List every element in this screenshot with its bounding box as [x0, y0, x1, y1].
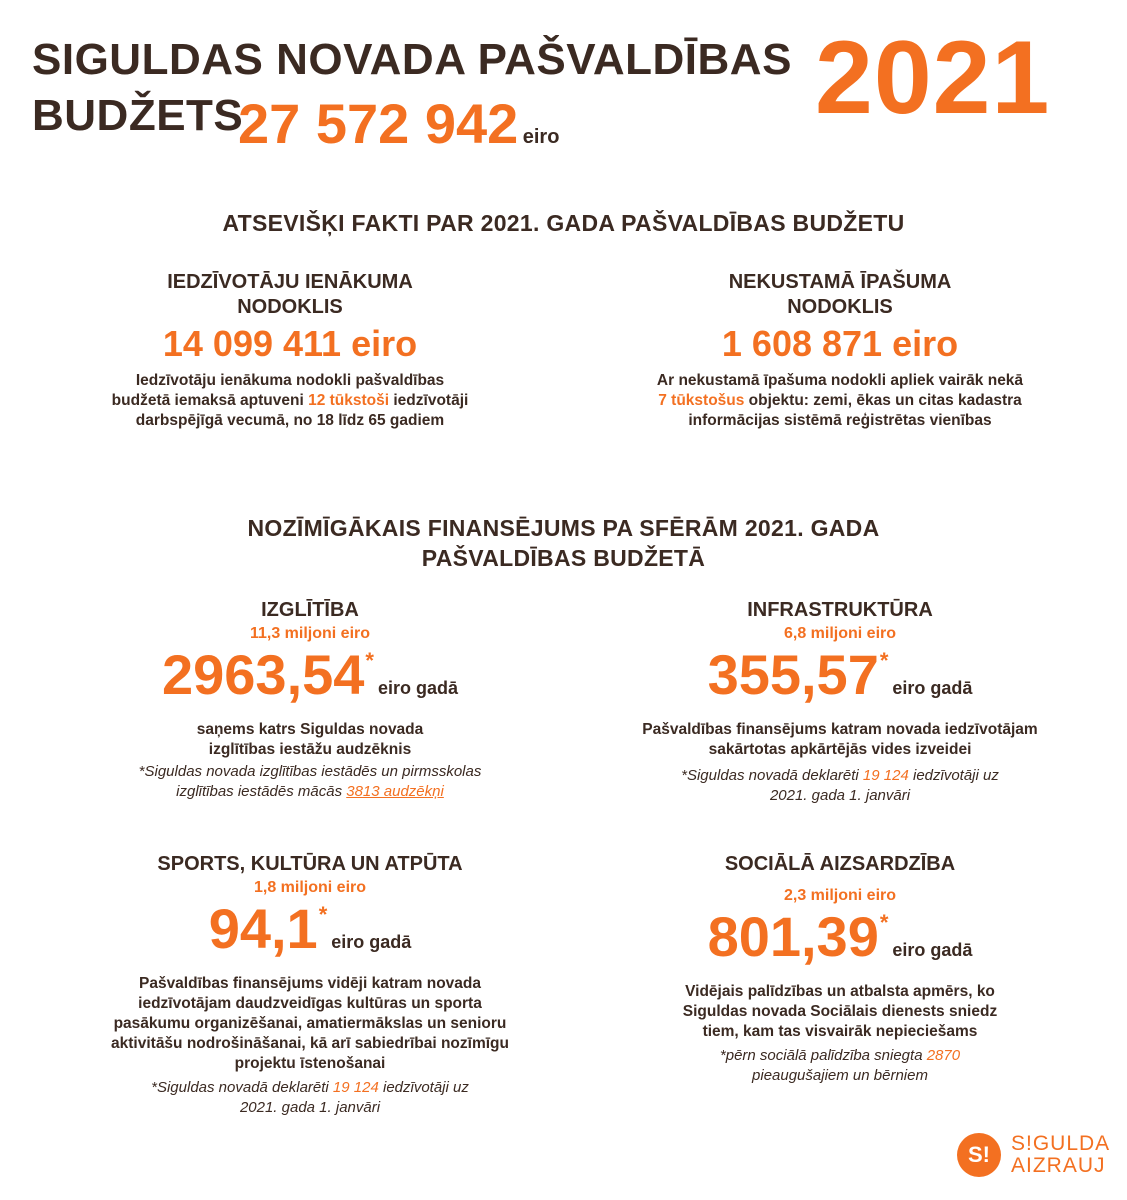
- social-desc-line: Siguldas novada Sociālais dienests sniedz: [682, 1003, 998, 1020]
- infrastructure-total: 6,8 miljoni eiro: [783, 625, 897, 642]
- income-tax-amount: 14 099 411 eiro: [162, 323, 418, 364]
- footnote-star: *: [879, 648, 889, 673]
- property-tax-block: [580, 270, 1100, 431]
- property-tax-heading-2: NODOKLIS: [787, 296, 893, 318]
- income-tax-highlight: 12 tūkstoši: [308, 392, 390, 409]
- budget-unit: eiro: [522, 126, 560, 148]
- education-block: [30, 598, 590, 802]
- income-tax-desc: [30, 371, 550, 431]
- property-tax-desc-text: objektu: zemi, ēkas un citas kadastra: [744, 392, 1022, 409]
- sports-note-text: *Siguldas novadā deklarēti: [151, 1079, 333, 1096]
- social-note: [580, 1046, 1100, 1086]
- income-tax-heading-1: IEDZĪVOTĀJU IENĀKUMA: [167, 271, 413, 293]
- facts-section-title: ATSEVIŠĶI FAKTI PAR 2021. GADA PAŠVALDĪBAS BUDŽETU: [222, 210, 905, 236]
- property-tax-desc: [580, 371, 1100, 431]
- education-stat: [30, 645, 590, 720]
- sports-stat: [30, 899, 590, 974]
- funding-title-line-1: NOZĪMĪGĀKAIS FINANSĒJUMS PA SFĒRĀM 2021. GADA: [247, 515, 880, 541]
- education-desc: [30, 720, 590, 760]
- infrastructure-note-highlight: 19 124: [862, 767, 909, 784]
- social-total: 2,3 miljoni eiro: [783, 887, 897, 904]
- education-heading: IZGLĪTĪBA: [261, 599, 359, 621]
- education-total: 11,3 miljoni eiro: [249, 625, 371, 642]
- title-line-2: BUDŽETS: [32, 91, 244, 140]
- footnote-star: *: [318, 902, 328, 927]
- education-note: [30, 762, 590, 802]
- income-tax-desc-line: darbspējīgā vecumā, no 18 līdz 65 gadiem: [135, 412, 445, 429]
- sports-desc: [30, 974, 590, 1074]
- budget-amount: 27 572 942: [238, 92, 519, 155]
- property-tax-heading-1: NEKUSTAMĀ ĪPAŠUMA: [728, 271, 952, 293]
- social-note-line: [580, 1046, 1100, 1066]
- sports-desc-line: iedzīvotājam daudzveidīgas kultūras un sporta: [138, 995, 482, 1012]
- social-note-text: *pērn sociālā palīdzība sniegta: [719, 1047, 927, 1064]
- budget-total: [238, 92, 560, 155]
- infrastructure-note-text: *Siguldas novadā deklarēti: [681, 767, 863, 784]
- income-tax-heading-2: NODOKLIS: [237, 296, 343, 318]
- property-tax-amount: 1 608 871 eiro: [721, 323, 959, 364]
- income-tax-desc-line: [30, 391, 550, 411]
- education-note-text: izglītības iestādēs mācās: [176, 783, 347, 800]
- sigulda-logo-mark: S!: [957, 1133, 1001, 1177]
- sports-heading: SPORTS, KULTŪRA UN ATPŪTA: [157, 853, 463, 875]
- social-note-highlight: 2870: [926, 1047, 961, 1064]
- sports-unit: eiro gadā: [331, 932, 412, 952]
- education-desc-line: saņems katrs Siguldas novada: [196, 721, 424, 738]
- logo-line-1: S!GULDA: [1011, 1132, 1111, 1155]
- property-tax-desc-line: Ar nekustamā īpašuma nodokli apliek vairāk nekā: [656, 372, 1024, 389]
- footnote-star: *: [365, 648, 374, 673]
- social-desc-line: Vidējais palīdzības un atbalsta apmērs, ko: [685, 983, 995, 1000]
- social-block: [580, 852, 1100, 1086]
- infrastructure-note-line: [580, 766, 1100, 786]
- title-line-1: SIGULDAS NOVADA PAŠVALDĪBAS: [32, 35, 792, 84]
- infrastructure-per-unit: 355,57: [707, 643, 879, 706]
- sports-note-text: iedzīvotāji uz: [378, 1079, 469, 1096]
- infrastructure-heading: INFRASTRUKTŪRA: [747, 599, 933, 621]
- budget-year: 2021: [815, 20, 1051, 136]
- infrastructure-note-line: 2021. gada 1. janvāri: [769, 787, 911, 804]
- education-desc-line: izglītības iestāžu audzēknis: [208, 741, 412, 758]
- income-tax-desc-text: budžetā iemaksā aptuveni: [111, 392, 309, 409]
- sports-block: [30, 852, 590, 1118]
- education-unit: eiro gadā: [377, 678, 459, 698]
- social-desc-line: tiem, kam tas visvairāk nepieciešams: [702, 1023, 978, 1040]
- sports-desc-line: projektu īstenošanai: [234, 1055, 386, 1072]
- sports-desc-line: pasākumu organizēšanai, amatiermākslas un senioru: [113, 1015, 507, 1032]
- funding-section-title: [0, 513, 1127, 573]
- sports-note-line: [30, 1078, 590, 1098]
- income-tax-desc-text: iedzīvotāji: [389, 392, 469, 409]
- sigulda-logo: [957, 1133, 1110, 1177]
- sports-desc-line: Pašvaldības finansējums vidēji katram novada: [138, 975, 481, 992]
- sigulda-logo-text: [1011, 1133, 1110, 1177]
- social-unit: eiro gadā: [892, 940, 973, 960]
- infrastructure-desc-line: Pašvaldības finansējums katram novada iedzīvotājam: [642, 721, 1038, 738]
- social-heading: SOCIĀLĀ AIZSARDZĪBA: [724, 853, 956, 875]
- income-tax-desc-line: Iedzīvotāju ienākuma nodokli pašvaldības: [135, 372, 445, 389]
- infrastructure-stat: [580, 645, 1100, 720]
- infrastructure-desc-line: sakārtotas apkārtējās vides izveidei: [708, 741, 972, 758]
- infrastructure-unit: eiro gadā: [892, 678, 973, 698]
- social-stat: [580, 907, 1100, 982]
- education-per-unit: 2963,54: [161, 643, 365, 706]
- property-tax-desc-line: [580, 391, 1100, 411]
- social-per-unit: 801,39: [707, 905, 879, 968]
- sports-note-line: 2021. gada 1. janvāri: [239, 1099, 381, 1116]
- sports-desc-line: aktivitāšu nodrošināšanai, kā arī sabiedrībai nozīmīgu: [111, 1035, 509, 1052]
- income-tax-block: [30, 270, 550, 431]
- education-note-line: [30, 782, 590, 802]
- social-note-line: pieaugušajiem un bērniem: [752, 1067, 928, 1084]
- infrastructure-note: [580, 766, 1100, 806]
- infrastructure-block: [580, 598, 1100, 806]
- sports-per-unit: 94,1: [208, 897, 318, 960]
- education-note-line: *Siguldas novada izglītības iestādēs un pirmsskolas: [138, 763, 482, 780]
- infrastructure-desc: [580, 720, 1100, 760]
- sports-note: [30, 1078, 590, 1118]
- social-desc: [580, 982, 1100, 1042]
- sports-total: 1,8 miljoni eiro: [253, 879, 367, 896]
- property-tax-desc-line: informācijas sistēmā reģistrētas vienības: [688, 412, 992, 429]
- logo-line-2: AIZRAUJ: [1011, 1154, 1106, 1177]
- funding-title-line-2: PAŠVALDĪBAS BUDŽETĀ: [421, 545, 706, 571]
- property-tax-highlight: 7 tūkstošus: [658, 392, 745, 409]
- education-note-highlight: 3813 audzēkņi: [346, 783, 444, 800]
- infrastructure-note-text: iedzīvotāji uz: [908, 767, 999, 784]
- footnote-star: *: [879, 910, 889, 935]
- sports-note-highlight: 19 124: [332, 1079, 379, 1096]
